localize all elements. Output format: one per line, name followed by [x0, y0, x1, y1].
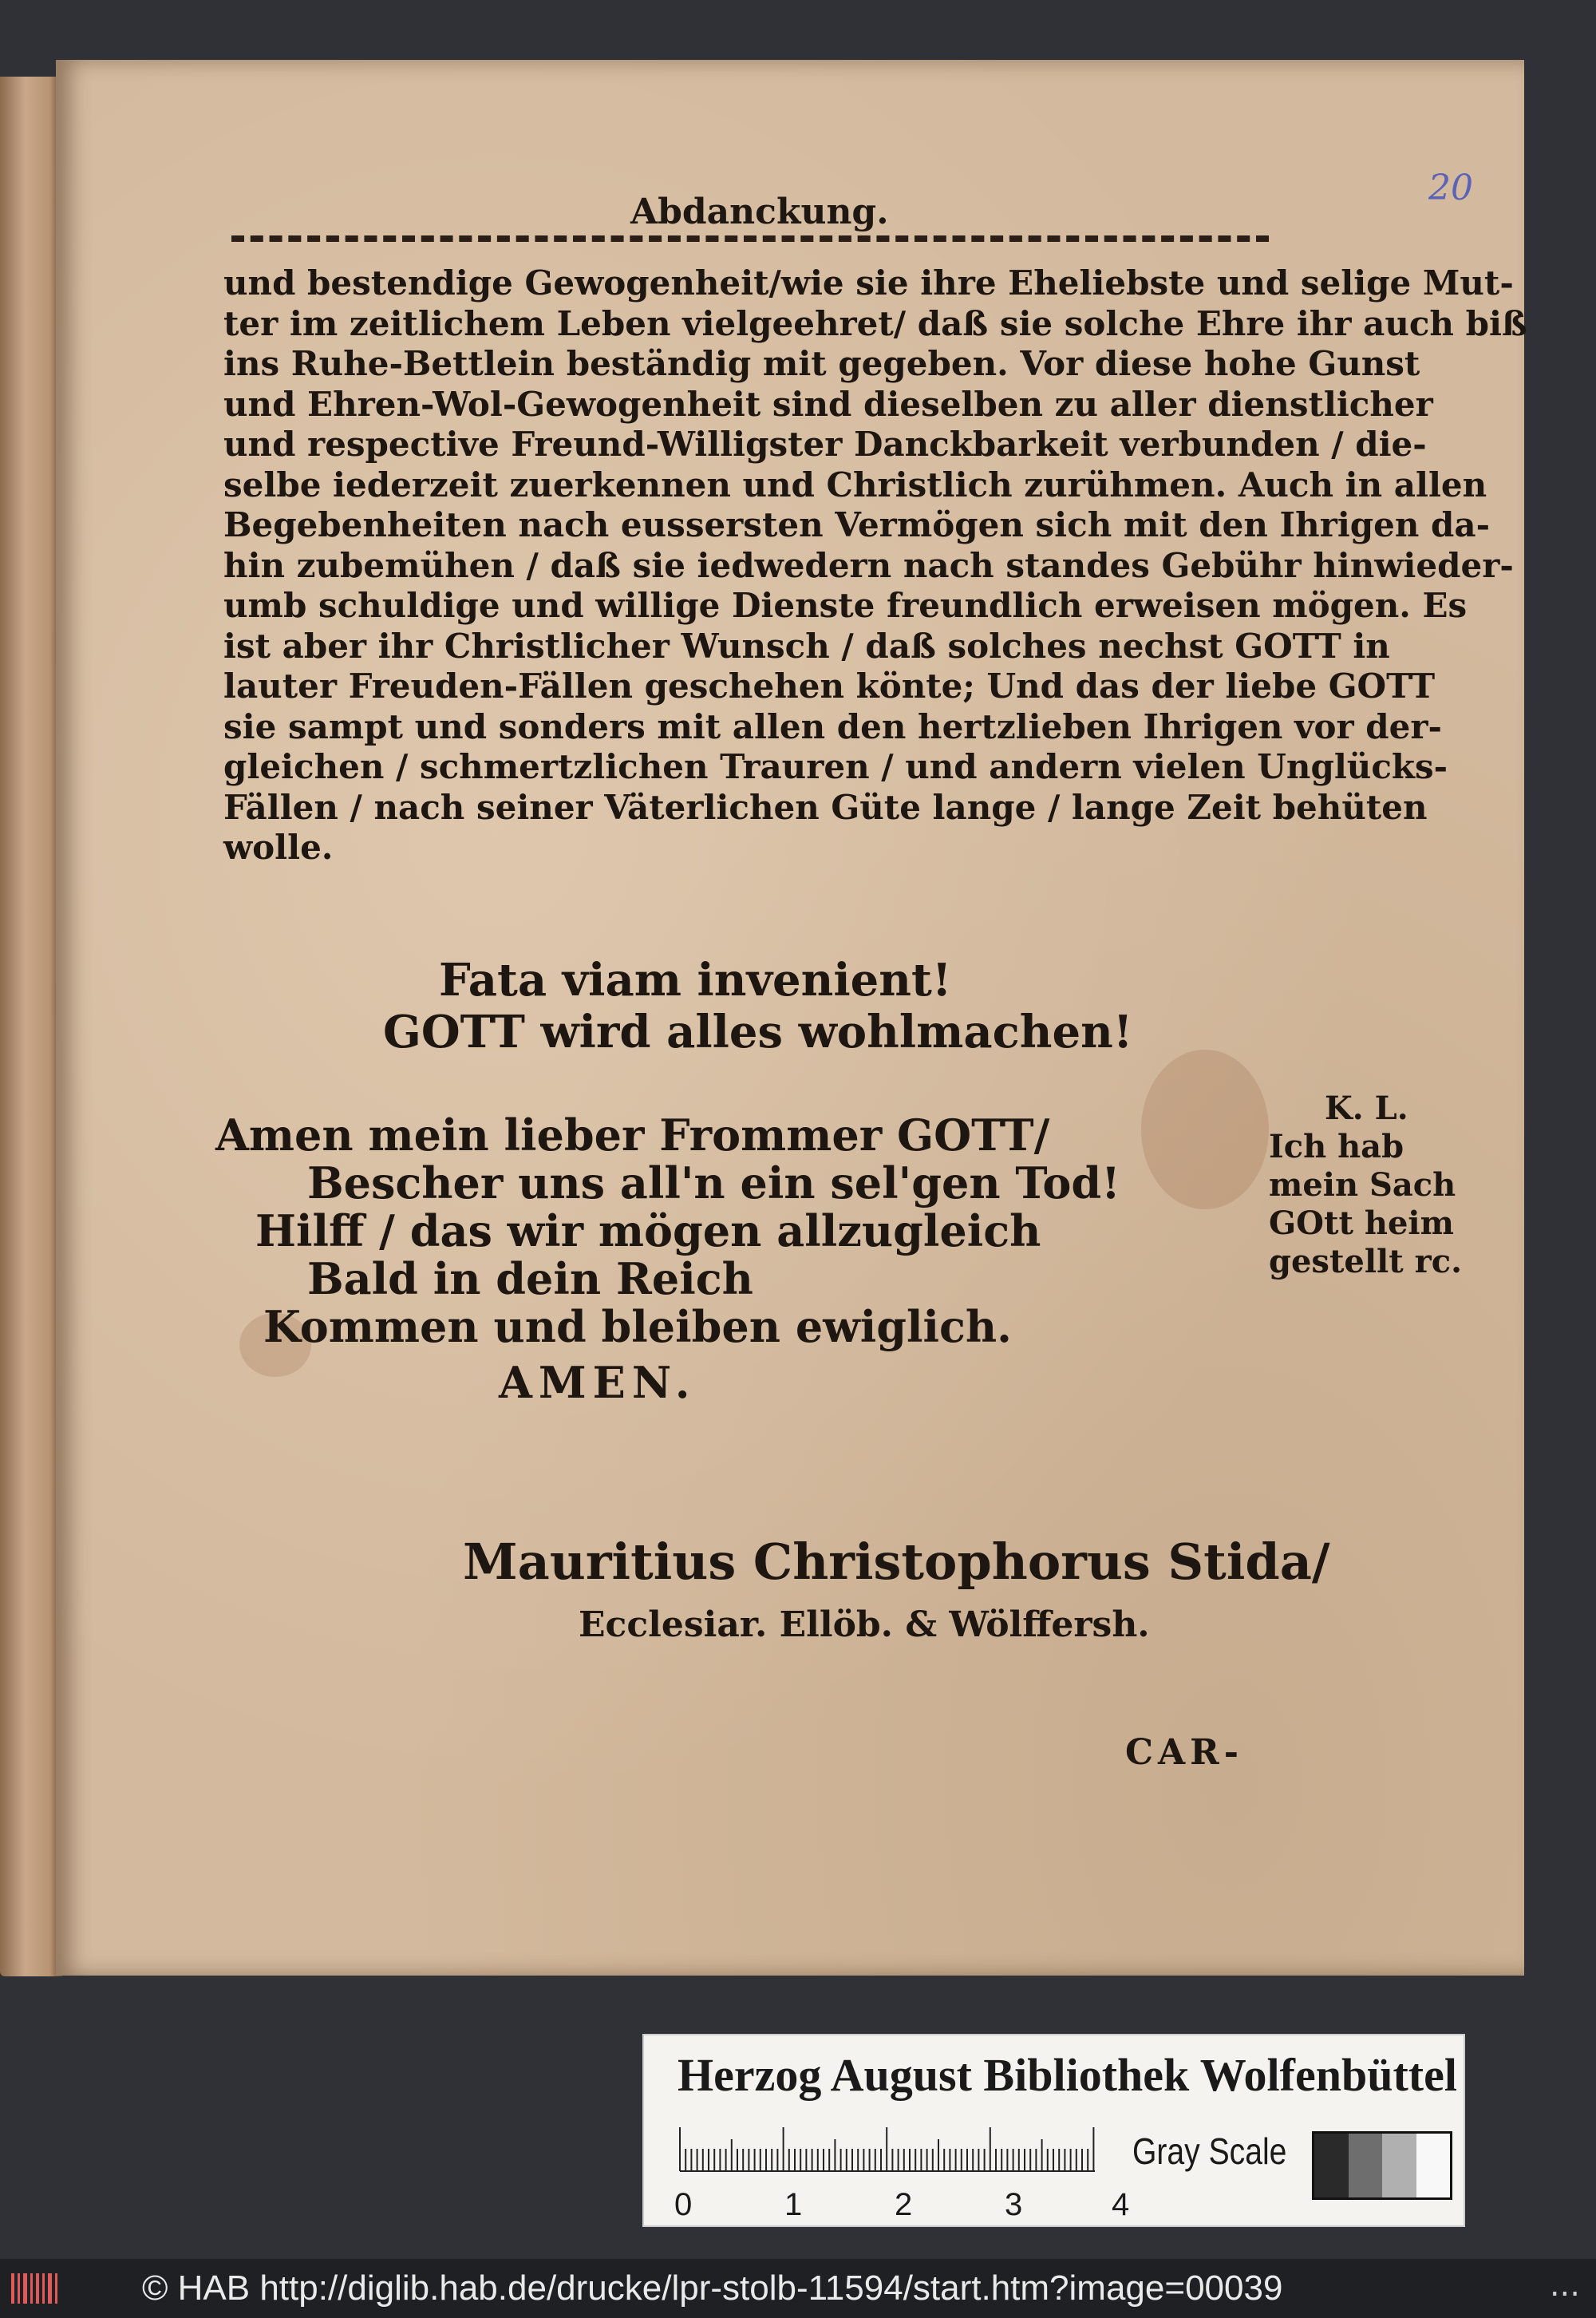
side-note — [1269, 1090, 1462, 1281]
body-paragraph — [223, 263, 1527, 868]
signer-name: Mauritius Christophorus Stida/ — [463, 1533, 1330, 1591]
ruler-number: 2 — [895, 2187, 913, 2222]
gray-swatch — [1314, 2134, 1349, 2197]
copyright-url-link[interactable]: © HAB http://diglib.hab.de/drucke/lpr-stolb-11594/start.htm?image=00039 — [142, 2269, 1283, 2308]
body-line: lauter Freuden-Fällen geschehen könte; Und das der liebe GOTT — [223, 667, 1436, 706]
body-line: hin zubemühen / daß sie iedwedern nach standes Gebühr hinwieder- — [223, 545, 1514, 585]
ruler-number: 0 — [674, 2187, 693, 2222]
body-line: wolle. — [223, 828, 334, 867]
body-line: gleichen / schmertzlichen Trauren / und andern vielen Unglücks- — [223, 747, 1448, 786]
verse-line: Hilff / das wir mögen allzugleich — [255, 1205, 1041, 1256]
ruler-numbers — [674, 2187, 1130, 2227]
side-note-line: K. L. — [1325, 1090, 1408, 1127]
body-line: umb schuldige und willige Dienste freundlich erweisen mögen. Es — [223, 586, 1468, 625]
ruler-icon — [680, 2123, 1095, 2179]
folio-number: 20 — [1428, 168, 1473, 208]
running-head: Abdanckung. — [630, 192, 889, 232]
amen-closing: AMEN. — [499, 1357, 697, 1408]
library-name: Herzog August Bibliothek Wolfenbüttel — [678, 2049, 1457, 2101]
gray-swatch — [1349, 2134, 1383, 2197]
ruler-number: 4 — [1112, 2187, 1130, 2222]
body-line: und bestendige Gewogenheit/wie sie ihre Eheliebste und selige Mut- — [223, 263, 1514, 303]
body-line: sie sampt und sonders mit allen den hertzlieben Ihrigen vor der- — [223, 706, 1442, 746]
side-note-line: Ich hab — [1269, 1128, 1404, 1165]
body-line: Begebenheiten nach eussersten Vermögen sich mit den Ihrigen da- — [223, 505, 1491, 544]
verse-line: Bescher uns all'n ein sel'gen Tod! — [307, 1157, 1120, 1208]
gray-scale-swatches — [1312, 2131, 1452, 2200]
motto-latin: Fata viam invenient! — [439, 954, 952, 1007]
body-line: und respective Freund-Willigster Danckbarkeit verbunden / die- — [223, 425, 1427, 464]
body-line: ist aber ihr Christlicher Wunsch / daß solches nechst GOTT in — [223, 626, 1390, 666]
side-note-line: GOtt heim — [1269, 1204, 1454, 1242]
ruler-number: 3 — [1005, 2187, 1023, 2222]
side-note-line: mein Sach — [1269, 1166, 1456, 1204]
more-icon[interactable]: ... — [1549, 2267, 1580, 2304]
hab-barcode-icon — [10, 2270, 65, 2307]
body-line: Fällen / nach seiner Väterlichen Güte lange / lange Zeit behüten — [223, 787, 1428, 827]
gray-swatch — [1416, 2134, 1451, 2197]
motto-german: GOTT wird alles wohlmachen! — [383, 1006, 1133, 1058]
gray-scale-label: Gray Scale — [1132, 2130, 1287, 2172]
body-line: selbe iederzeit zuerkennen und Christlich zurühmen. Auch in allen — [223, 465, 1487, 504]
body-line: ter im zeitlichem Leben vielgeehret/ daß sie solche Ehre ihr auch biß — [223, 303, 1527, 343]
signer-office: Ecclesiar. Ellöb. & Wölffersh. — [579, 1604, 1150, 1645]
body-line: ins Ruhe-Bettlein beständig mit gegeben. Vor diese hohe Gunst — [223, 344, 1420, 383]
verse-line: Amen mein lieber Frommer GOTT/ — [215, 1110, 1050, 1161]
body-line: und Ehren-Wol-Gewogenheit sind dieselben zu aller dienstlicher — [223, 384, 1433, 424]
catchword: CAR- — [1125, 1732, 1243, 1773]
facing-page-edge — [0, 77, 62, 1976]
ruler-number: 1 — [784, 2187, 803, 2222]
header-rule — [231, 235, 1269, 242]
viewer-footer — [0, 2259, 1596, 2318]
side-note-line: gestellt rc. — [1269, 1243, 1463, 1280]
verse-line: Bald in dein Reich — [307, 1253, 753, 1304]
gray-swatch — [1382, 2134, 1416, 2197]
library-color-card — [642, 2034, 1465, 2227]
verse-line: Kommen und bleiben ewiglich. — [263, 1301, 1012, 1352]
